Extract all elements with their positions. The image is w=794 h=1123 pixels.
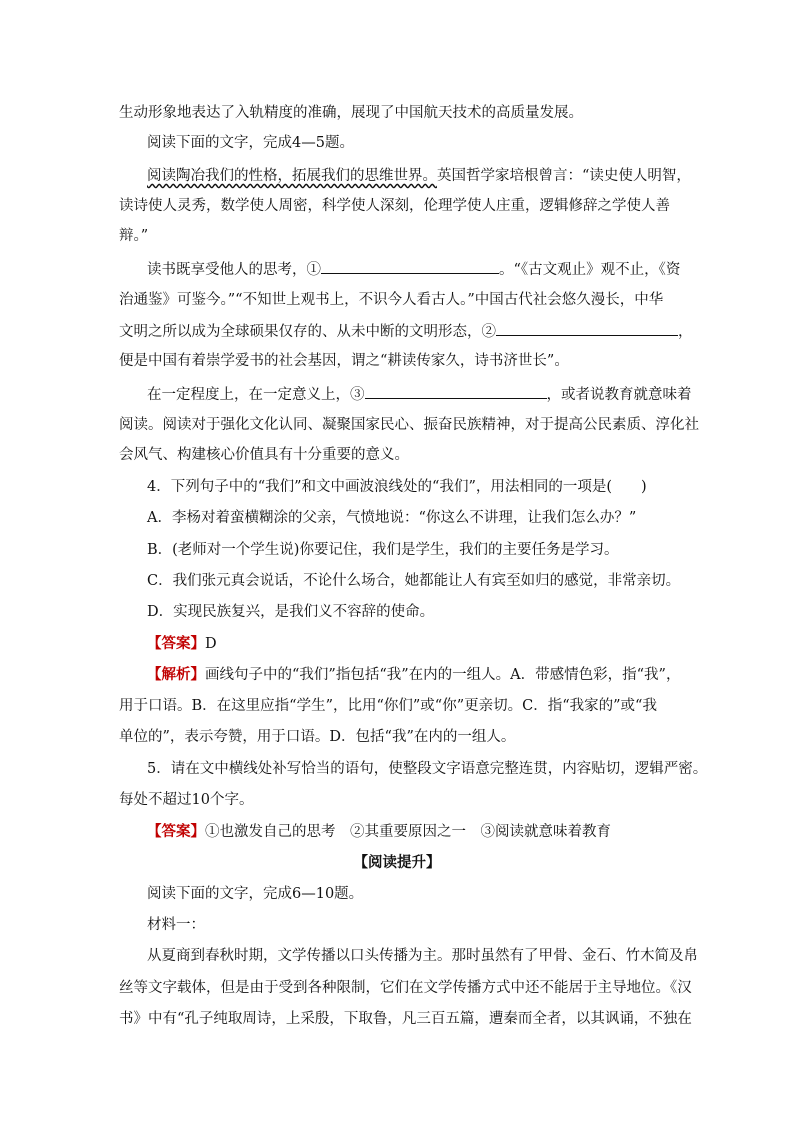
paragraph-line: 阅读。阅读对于强化文化认同、凝聚国家民心、振奋民族精神，对于提高公民素质、淳化社 [119, 417, 699, 433]
paragraph-line: 会风气、构建核心价值具有十分重要的意义。 [119, 447, 409, 463]
material-line: 书》中有“孔子纯取周诗，上采殷，下取鲁，凡三百五篇，遭秦而全者，以其讽诵，不独在 [119, 1011, 692, 1027]
text-line: 生动形象地表达了入轨精度的准确，展现了中国航天技术的高质量发展。 [119, 105, 583, 121]
explanation-4 [147, 665, 680, 685]
fill-blank-1 [321, 259, 499, 274]
material-line: 丝等文字载体，但是由于受到各种限制，它们在文学传播方式中还不能居于主导地位。《汉 [119, 980, 692, 996]
option-d: D．实现民族复兴，是我们义不容辞的使命。 [147, 604, 435, 620]
paragraph-line [147, 166, 691, 186]
paragraph-line [119, 321, 693, 342]
option-a: A．李杨对着蛮横糊涂的父亲，气愤地说：“你这么不讲理，让我们怎么办？” [147, 510, 637, 526]
answer-value: ①也激发自己的思考 ②其重要原因之一 ③阅读就意味着教育 [205, 824, 611, 840]
fill-blank-3 [365, 384, 547, 399]
fill-blank-2 [496, 321, 678, 336]
paragraph-line: 治通鉴》可鉴今。”“不知世上观书上，不识今人看古人。”中国古代社会悠久漫长，中华 [119, 292, 664, 308]
answer-label: 【答案】 [147, 635, 205, 652]
text-span: ，或者说教育就意味着 [546, 387, 692, 403]
wavy-underlined-sentence: 阅读陶冶我们的性格，拓展我们的思维世界。 [147, 168, 437, 184]
paragraph-line [147, 259, 680, 280]
text-span: 在一定程度上，在一定意义上，③ [147, 387, 365, 403]
text-span: 读书既享受他人的思考，① [147, 262, 321, 278]
paragraph-line: 读诗使人灵秀，数学使人周密，科学使人深刻，伦理学使人庄重，逻辑修辞之学使人善 [119, 198, 670, 214]
answer-5 [147, 822, 611, 842]
text-span: ， [678, 324, 693, 340]
text-span: 画线句子中的“我们”指包括“我”在内的一组人。A．带感情色彩，指“我”， [205, 667, 681, 683]
section-heading: 【阅读提升】 [353, 854, 441, 871]
paragraph-line: 便是中国有着崇学爱书的社会基因，谓之“耕读传家久，诗书济世长”。 [119, 353, 569, 369]
option-c: C．我们张元真会说话，不论什么场合，她都能让人有宾至如归的感觉，非常亲切。 [147, 573, 681, 589]
answer-value: D [205, 636, 217, 652]
explanation-label: 【解析】 [147, 666, 205, 683]
explanation-line: 单位的”，表示夸赞，用于口语。D．包括“我”在内的一组人。 [119, 729, 516, 745]
paragraph-line: 辩。” [119, 228, 149, 244]
question-5: 5．请在文中横线处补写恰当的语句，使整段文字语意完整连贯，内容贴切，逻辑严密。 [147, 761, 708, 777]
text-span: 文明之所以成为全球硕果仅存的、从未中断的文明形态，② [119, 324, 496, 340]
instruction-line: 阅读下面的文字，完成4—5题。 [147, 135, 354, 151]
answer-4 [147, 634, 217, 654]
explanation-line: 用于口语。B．在这里应指“学生”，比用“你们”或“你”更亲切。C．指“我家的”或“我 [119, 698, 657, 714]
text-span: 英国哲学家培根曾言：“读史使人明智， [437, 168, 691, 184]
paragraph-line [147, 384, 692, 405]
instruction-line: 阅读下面的文字，完成6—10题。 [147, 886, 364, 902]
option-b: B．(老师对一个学生说)你要记住，我们是学生，我们的主要任务是学习。 [147, 542, 619, 558]
text-span: 。“《古文观止》观不止，《资 [499, 262, 681, 278]
material-line: 从夏商到春秋时期，文学传播以口头传播为主。那时虽然有了甲骨、金石、竹木简及帛 [147, 948, 698, 964]
question-4: 4．下列句子中的“我们”和文中画波浪线处的“我们”，用法相同的一项是( ) [147, 479, 647, 495]
answer-label: 【答案】 [147, 823, 205, 840]
question-5-line: 每处不超过10个字。 [119, 792, 254, 808]
material-label: 材料一： [147, 917, 205, 933]
